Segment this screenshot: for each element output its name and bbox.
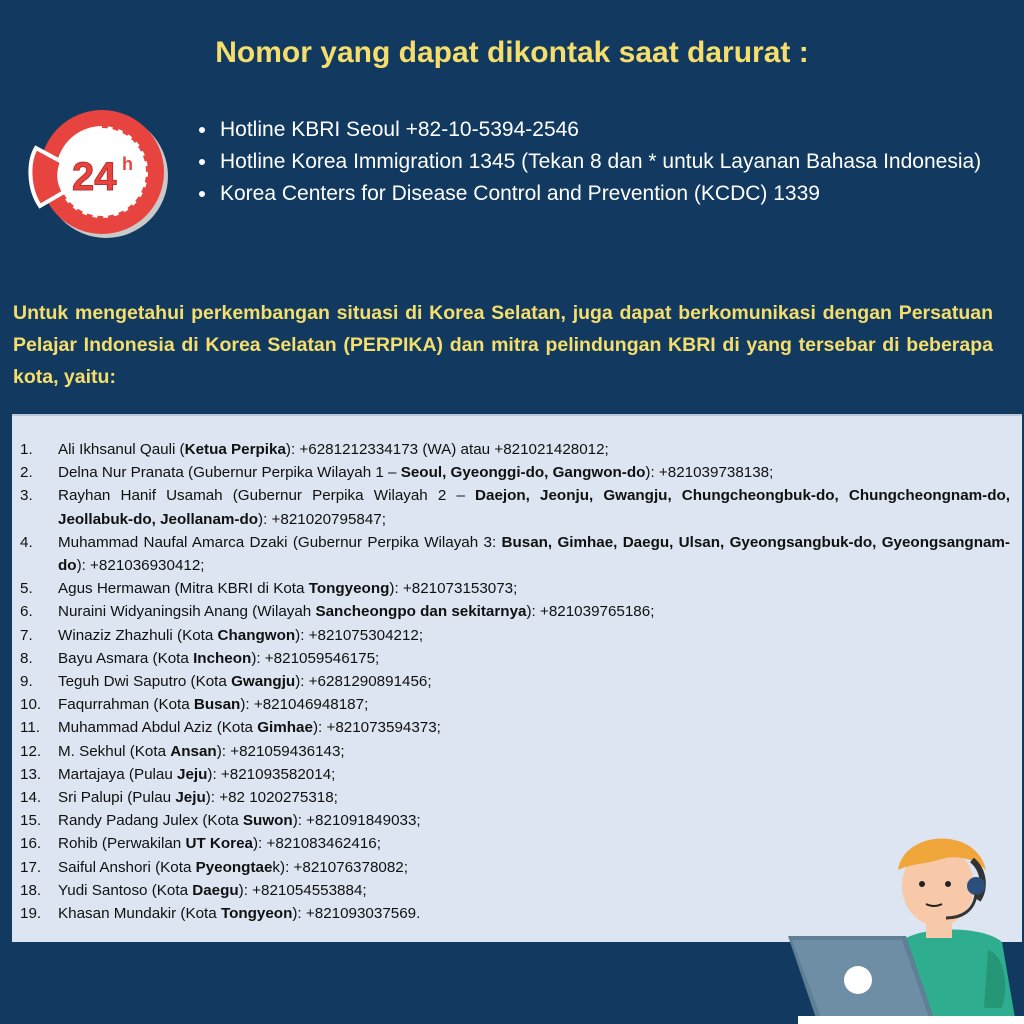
contact-name: Bayu Asmara (Kota [58, 649, 194, 667]
contact-list-item [20, 716, 1010, 739]
contact-list-item [20, 577, 1010, 600]
contact-name: Yudi Santoso (Kota [58, 881, 193, 899]
contact-number: 2. [20, 464, 33, 482]
contact-name: Nuraini Widyaningsih Anang (Wilayah [58, 603, 316, 621]
customer-service-agent-illustration [788, 830, 1024, 1024]
contact-number: 3. [20, 487, 33, 505]
intro-paragraph: Untuk mengetahui perkembangan situasi di Korea Selatan, juga dapat berkomunikasi dengan Persatuan Pelajar Indonesia di Korea Selatan (PERPIKA) dan mitra pelindungan KBRI di yang tersebar di beberapa kota, yaitu: [13, 302, 993, 388]
contact-phone: ): +821054553884; [238, 881, 367, 899]
contact-phone: ): +821073594373; [312, 719, 441, 737]
contact-region: Tongyeon [220, 905, 293, 923]
contact-region: Sancheongpo dan sekitarnya [315, 603, 527, 621]
contact-region: Incheon [193, 649, 252, 667]
hotline-list [196, 114, 1018, 210]
contact-list-item [20, 670, 1010, 693]
contact-number: 10. [20, 696, 42, 714]
contact-phone: ): +821036930412; [76, 557, 205, 575]
contact-number: 14. [20, 789, 42, 807]
contact-region: Tongyeong [308, 580, 390, 598]
contact-number: 11. [20, 719, 40, 737]
contact-region: Suwon [242, 812, 293, 830]
contact-phone: ): +821093037569. [292, 905, 421, 923]
contact-number: 13. [20, 765, 42, 783]
contact-phone: ): +821020795847; [258, 510, 386, 528]
contact-region: UT Korea [185, 835, 253, 853]
contact-phone: ): +821091849033; [292, 812, 421, 830]
badge-suffix: h [122, 154, 133, 174]
contact-list-item [20, 531, 1010, 577]
contact-name: Muhammad Abdul Aziz (Kota [58, 719, 258, 737]
contact-region: Jeju [177, 765, 208, 783]
contact-list-item [20, 809, 1010, 832]
contact-list-item [20, 461, 1010, 484]
hotline-item: • Hotline KBRI Seoul +82-10-5394-2546 [218, 114, 1018, 146]
contact-list-item [20, 438, 1010, 461]
hotline-item: • Korea Centers for Disease Control and Prevention (KCDC) 1339 [218, 178, 1018, 210]
contact-number: 9. [20, 673, 33, 691]
contact-region: Busan, Gimhae, Daegu, Ulsan, Gyeongsangbuk-do, Gyeongsangnam-do [58, 533, 1010, 575]
badge-label: 24 [72, 155, 117, 199]
page-title: Nomor yang dapat dikontak saat darurat : [215, 36, 809, 69]
contact-region: Jeju [175, 789, 206, 807]
contact-phone: ): +82 1020275318; [205, 789, 338, 807]
contact-number: 4. [20, 533, 33, 551]
contact-phone: ): +821059546175; [251, 649, 380, 667]
contact-phone: ): +821093582014; [207, 765, 336, 783]
contact-name: Sri Palupi (Pulau [58, 789, 176, 807]
contact-number: 6. [20, 603, 33, 621]
contact-name: Rohib (Perwakilan [58, 835, 186, 853]
contact-phone: ): +821039765186; [526, 603, 655, 621]
contact-list-item [20, 693, 1010, 716]
contact-name: Saiful Anshori (Kota [58, 858, 196, 876]
contact-number: 8. [20, 649, 33, 667]
contact-region: Busan [193, 696, 241, 714]
contact-name: Delna Nur Pranata (Gubernur Perpika Wilayah 1 – [58, 464, 401, 482]
contact-name: Winaziz Zhazhuli (Kota [58, 626, 218, 644]
contact-phone: ): +821046948187; [240, 696, 369, 714]
contact-name: Rayhan Hanif Usamah (Gubernur Perpika Wilayah 2 – [58, 487, 476, 505]
contact-name: Martajaya (Pulau [58, 765, 178, 783]
contact-name: Muhammad Naufal Amarca Dzaki (Gubernur Perpika Wilayah 3: [58, 533, 502, 551]
contact-name: Randy Padang Julex (Kota [58, 812, 243, 830]
contact-region: Ansan [170, 742, 217, 760]
contact-phone: ): +6281212334173 (WA) atau +821021428012; [285, 441, 609, 458]
contact-phone: ): +821059436143; [216, 742, 345, 760]
contact-list-item [20, 624, 1010, 647]
contact-phone: k): +821076378082; [272, 858, 408, 876]
contact-region: Gwangju [231, 673, 296, 691]
contact-name: Teguh Dwi Saputro (Kota [58, 673, 232, 691]
contact-region: Changwon [217, 626, 296, 644]
contact-region: Pyeongtae [195, 858, 273, 876]
contact-phone: ): +6281290891456; [295, 673, 432, 691]
contact-list-item [20, 740, 1010, 763]
contact-region: Ketua Perpika [184, 441, 286, 458]
contact-phone: ): +821073153073; [389, 580, 518, 598]
contact-number: 5. [20, 580, 33, 598]
contact-number: 1. [20, 441, 33, 458]
contact-region: Daejon, Jeonju, Gwangju, Chungcheongbuk-do, Chungcheongnam-do, Jeollabuk-do, Jeollanam-do [58, 487, 1010, 528]
contact-number: 7. [20, 626, 33, 644]
contact-name: Khasan Mundakir (Kota [58, 905, 221, 923]
contact-name: M. Sekhul (Kota [58, 742, 171, 760]
contact-phone: ): +821083462416; [252, 835, 381, 853]
hotline-item: • Hotline Korea Immigration 1345 (Tekan 8 dan * untuk Layanan Bahasa Indonesia) [218, 146, 1018, 178]
contact-region: Seoul, Gyeonggi-do, Gangwon-do [400, 464, 646, 482]
contact-number: 16. [20, 835, 42, 853]
contact-phone: ): +821039738138; [645, 464, 774, 482]
contact-name: Agus Hermawan (Mitra KBRI di Kota [58, 580, 309, 598]
contact-list-item [20, 647, 1010, 670]
contact-number: 19. [20, 905, 42, 923]
contact-phone: ): +821075304212; [295, 626, 424, 644]
contact-region: Daegu [192, 881, 239, 899]
contact-number: 15. [20, 812, 42, 830]
contact-name: Faqurrahman (Kota [58, 696, 194, 714]
contact-list-item [20, 484, 1010, 530]
contact-list-item [20, 763, 1010, 786]
contact-list-item [20, 600, 1010, 623]
contact-list-item [20, 786, 1010, 809]
contact-number: 17. [20, 858, 42, 876]
contact-name: Ali Ikhsanul Qauli ( [58, 441, 185, 458]
contact-number: 18. [20, 881, 42, 899]
contact-region: Gimhae [257, 719, 313, 737]
24h-phone-icon [18, 96, 178, 246]
contact-number: 12. [20, 742, 42, 760]
